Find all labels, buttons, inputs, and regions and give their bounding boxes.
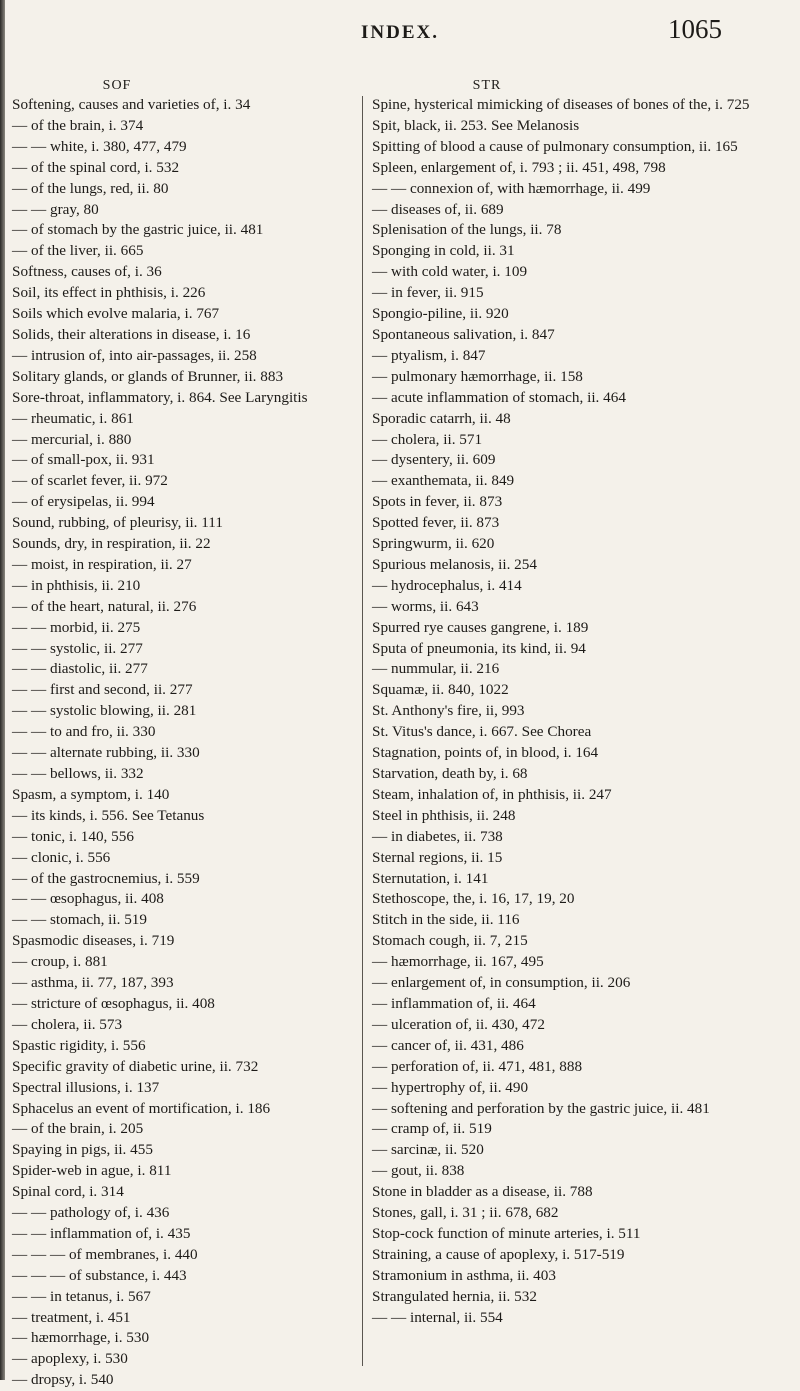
index-entry: — dysentery, ii. 609 [372,451,496,469]
index-entry: — of the liver, ii. 665 [12,242,144,260]
index-entry: Sternal regions, ii. 15 [372,848,503,866]
index-entry: Spitting of blood a cause of pulmonary consumption, ii. 165 [372,137,738,155]
index-entry: — — diastolic, ii. 277 [12,660,148,678]
index-entry: — worms, ii. 643 [372,597,479,615]
index-entry: Spots in fever, ii. 873 [372,493,503,511]
index-entry: — with cold water, i. 109 [372,263,528,281]
index-entry: Sound, rubbing, of pleurisy, ii. 111 [12,514,223,532]
index-entry: St. Vitus's dance, i. 667. See Chorea [372,723,592,741]
left-column [12,76,384,1391]
index-entry: Spinal cord, i. 314 [12,1183,124,1201]
index-entry: — — alternate rubbing, ii. 330 [12,744,200,762]
index-entry: — of the brain, i. 205 [12,1120,144,1138]
index-entry: — — systolic blowing, ii. 281 [12,702,197,720]
index-entry: Specific gravity of diabetic urine, ii. 732 [12,1057,259,1075]
index-entry: — of erysipelas, ii. 994 [12,493,155,511]
index-entry: — of the spinal cord, i. 532 [12,158,180,176]
index-entry: — — — of substance, i. 443 [12,1266,187,1284]
index-entry: Stomach cough, ii. 7, 215 [372,932,528,950]
index-entry: — clonic, i. 556 [12,848,111,866]
index-entry: — hydrocephalus, i. 414 [372,576,522,594]
index-entry: — its kinds, i. 556. See Tetanus [12,806,205,824]
index-entry: — treatment, i. 451 [12,1308,131,1326]
index-entry: Stop-cock function of minute arteries, i. 511 [372,1224,641,1242]
index-entry: — hæmorrhage, ii. 167, 495 [372,953,544,971]
index-entry: — stricture of œsophagus, ii. 408 [12,994,215,1012]
index-entry: — dropsy, i. 540 [12,1371,114,1389]
page-number: 1065 [668,14,722,44]
index-entry: Strangulated hernia, ii. 532 [372,1287,537,1305]
index-entry: — cholera, ii. 573 [12,1015,123,1033]
index-entry: Sore-throat, inflammatory, i. 864. See Laryngitis [12,388,308,406]
index-entry: — of scarlet fever, ii. 972 [12,472,168,490]
index-entry: — — morbid, ii. 275 [12,618,141,636]
left-column-heading: SOF [102,78,132,93]
index-entry: Spurred rye causes gangrene, i. 189 [372,618,589,636]
page-header [0,14,800,54]
index-entry: Spongio-piline, ii. 920 [372,305,509,323]
index-entry: — — stomach, ii. 519 [12,911,147,929]
index-entry: — enlargement of, in consumption, ii. 206 [372,974,631,992]
page-binding-edge [0,0,5,1380]
index-entry: — pulmonary hæmorrhage, ii. 158 [372,367,583,385]
index-entry: Spurious melanosis, ii. 254 [372,555,537,573]
index-entry: Stethoscope, the, i. 16, 17, 19, 20 [372,890,575,908]
index-entry: — in diabetes, ii. 738 [372,827,503,845]
index-entry: — — gray, 80 [12,200,99,218]
index-entry: — — — of membranes, i. 440 [12,1245,198,1263]
index-entry: Sphacelus an event of mortification, i. 186 [12,1099,271,1117]
right-entry-list [372,95,796,1328]
index-entry: Stitch in the side, ii. 116 [372,911,520,929]
index-entry: Sponging in cold, ii. 31 [372,242,515,260]
index-entry: — of the gastrocnemius, i. 559 [12,869,200,887]
index-entry: Spectral illusions, i. 137 [12,1078,160,1096]
index-entry: — in fever, ii. 915 [372,284,484,302]
index-entry: — — systolic, ii. 277 [12,639,143,657]
index-entry: Splenisation of the lungs, ii. 78 [372,221,562,239]
index-entry: — gout, ii. 838 [372,1162,465,1180]
index-entry: Starvation, death by, i. 68 [372,765,528,782]
index-entry: — — internal, ii. 554 [372,1308,503,1326]
index-entry: Sounds, dry, in respiration, ii. 22 [12,535,211,553]
index-entry: Sternutation, i. 141 [372,869,489,887]
index-entry: Soil, its effect in phthisis, i. 226 [12,284,206,302]
index-entry: — in phthisis, ii. 210 [12,576,141,594]
index-entry: Springwurm, ii. 620 [372,535,495,553]
index-entry: — — to and fro, ii. 330 [12,723,156,741]
index-entry: — hypertrophy of, ii. 490 [372,1078,529,1096]
index-entry: Spaying in pigs, ii. 455 [12,1141,153,1159]
index-entry: St. Anthony's fire, ii, 993 [372,702,525,720]
index-entry: Steam, inhalation of, in phthisis, ii. 247 [372,785,612,803]
index-entry: — diseases of, ii. 689 [372,200,504,218]
index-entry: Solitary glands, or glands of Brunner, ii. 883 [12,367,284,385]
index-entry: Softening, causes and varieties of, i. 34 [12,96,251,113]
index-entry: Soils which evolve malaria, i. 767 [12,305,220,323]
index-entry: — of small-pox, ii. 931 [12,451,155,469]
index-entry: — — in tetanus, i. 567 [12,1287,151,1305]
index-entry: — acute inflammation of stomach, ii. 464 [372,388,626,406]
index-entry: Stones, gall, i. 31 ; ii. 678, 682 [372,1204,559,1222]
index-entry: — — first and second, ii. 277 [12,681,193,699]
index-entry: Spleen, enlargement of, i. 793 ; ii. 451, 498, 798 [372,158,666,176]
page-title: INDEX. [361,22,439,43]
index-entry: — asthma, ii. 77, 187, 393 [12,974,174,992]
index-entry: — ptyalism, i. 847 [372,346,486,364]
index-entry: Softness, causes of, i. 36 [12,263,162,281]
index-entry: — hæmorrhage, i. 530 [12,1329,150,1347]
index-entry: Stagnation, points of, in blood, i. 164 [372,744,599,762]
index-entry: Spontaneous salivation, i. 847 [372,325,555,343]
index-entry: Sputa of pneumonia, its kind, ii. 94 [372,639,586,657]
index-entry: — sarcinæ, ii. 520 [372,1141,484,1159]
index-entry: — cancer of, ii. 431, 486 [372,1036,524,1054]
index-entry: — of stomach by the gastric juice, ii. 481 [12,221,264,239]
index-entry: Sporadic catarrh, ii. 48 [372,409,511,427]
index-entry: — — inflammation of, i. 435 [12,1224,191,1242]
index-entry: — ulceration of, ii. 430, 472 [372,1015,545,1033]
index-entry: — cramp of, ii. 519 [372,1120,492,1138]
index-entry: — mercurial, i. 880 [12,430,132,448]
index-entry: — cholera, ii. 571 [372,430,483,448]
index-entry: — rheumatic, i. 861 [12,409,134,427]
column-divider [362,96,363,1366]
index-entry: Squamæ, ii. 840, 1022 [372,681,509,699]
index-entry: Spotted fever, ii. 873 [372,514,500,532]
right-column-heading: STR [472,78,502,93]
index-entry: Spine, hysterical mimicking of diseases of bones of the, i. 725 [372,96,750,113]
index-entry: — softening and perforation by the gastric juice, ii. 481 [372,1099,710,1117]
index-entry: — apoplexy, i. 530 [12,1350,128,1368]
index-entry: — tonic, i. 140, 556 [12,827,134,845]
left-entry-list [12,95,384,1391]
index-entry: — nummular, ii. 216 [372,660,500,678]
index-entry: Spasmodic diseases, i. 719 [12,932,175,950]
index-entry: — of the heart, natural, ii. 276 [12,597,197,615]
index-entry: — — bellows, ii. 332 [12,765,144,782]
index-entry: Spastic rigidity, i. 556 [12,1036,146,1054]
index-entry: Straining, a cause of apoplexy, i. 517-519 [372,1245,625,1263]
index-entry: Spider-web in ague, i. 811 [12,1162,172,1180]
index-entry: — — œsophagus, ii. 408 [12,890,164,908]
right-column [372,76,796,1328]
index-entry: Steel in phthisis, ii. 248 [372,806,516,824]
index-entry: — of the lungs, red, ii. 80 [12,179,169,197]
index-entry: Stramonium in asthma, ii. 403 [372,1266,556,1284]
index-entry: — perforation of, ii. 471, 481, 888 [372,1057,583,1075]
index-entry: — croup, i. 881 [12,953,108,971]
index-entry: — — connexion of, with hæmorrhage, ii. 499 [372,179,651,197]
index-entry: Solids, their alterations in disease, i. 16 [12,325,251,343]
index-entry: — of the brain, i. 374 [12,116,144,134]
index-entry: — inflammation of, ii. 464 [372,994,536,1012]
index-entry: — intrusion of, into air-passages, ii. 258 [12,346,257,364]
index-entry: — — white, i. 380, 477, 479 [12,137,187,155]
index-entry: Spit, black, ii. 253. See Melanosis [372,116,580,134]
index-entry: Stone in bladder as a disease, ii. 788 [372,1183,593,1201]
index-entry: — — pathology of, i. 436 [12,1204,170,1222]
index-entry: — exanthemata, ii. 849 [372,472,515,490]
index-entry: Spasm, a symptom, i. 140 [12,785,170,803]
index-entry: — moist, in respiration, ii. 27 [12,555,192,573]
